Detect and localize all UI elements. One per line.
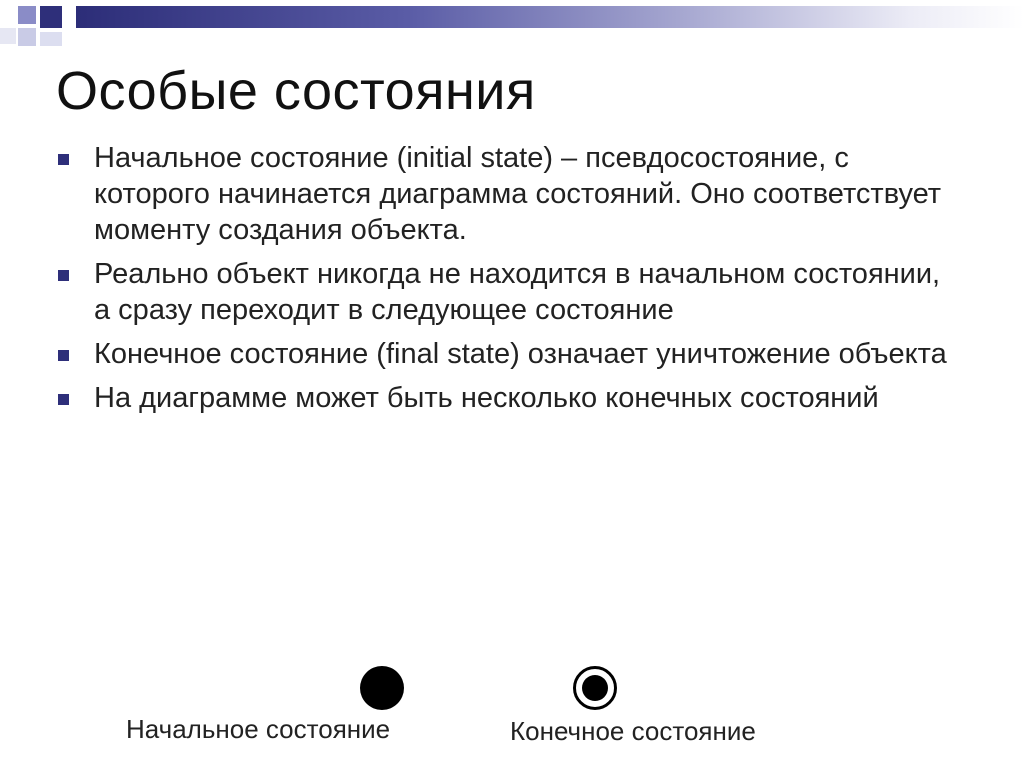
decor-square bbox=[18, 6, 36, 24]
decor-square bbox=[40, 32, 62, 46]
state-legend bbox=[0, 660, 1024, 760]
initial-state-label: Начальное состояние bbox=[126, 714, 391, 744]
header-band bbox=[76, 6, 1024, 28]
bullet-item bbox=[54, 256, 954, 328]
bullet-text: Реально объект никогда не находится в начальном состоянии, а сразу переходит в следующее состояние bbox=[94, 258, 941, 326]
decor-square bbox=[18, 28, 36, 46]
bullet-text: На диаграмме может быть несколько конечных состояний bbox=[94, 382, 879, 414]
slide-title: Особые состояния bbox=[56, 61, 536, 121]
bullet-text: Начальное состояние (initial state) – псевдосостояние, с которого начинается диаграмма состояний. Оно соответствует моменту создания объекта. bbox=[94, 142, 942, 246]
square-bullet-icon bbox=[58, 154, 69, 165]
square-bullet-icon bbox=[58, 394, 69, 405]
bullet-item bbox=[54, 336, 954, 372]
bullet-item bbox=[54, 380, 954, 416]
final-state-inner-dot bbox=[582, 675, 608, 701]
bullet-list bbox=[54, 140, 954, 424]
square-bullet-icon bbox=[58, 350, 69, 361]
square-bullet-icon bbox=[58, 270, 69, 281]
bullet-text: Конечное состояние (final state) означает уничтожение объекта bbox=[94, 338, 947, 370]
final-state-icon bbox=[573, 666, 617, 710]
decor-square bbox=[40, 6, 62, 28]
final-state-label: Конечное состояние bbox=[510, 716, 756, 746]
bullet-item bbox=[54, 140, 954, 248]
decor-square bbox=[0, 28, 16, 44]
initial-state-icon bbox=[360, 666, 404, 710]
